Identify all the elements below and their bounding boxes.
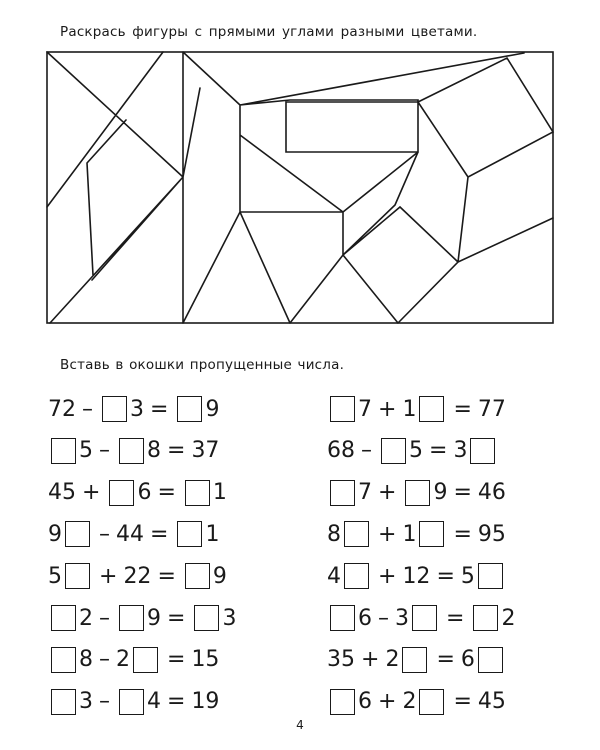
equation-row xyxy=(327,602,515,634)
number: 2 xyxy=(402,689,417,715)
operator: – xyxy=(99,689,110,715)
operator: = xyxy=(167,689,186,715)
answer-box[interactable] xyxy=(51,605,76,631)
answer-box[interactable] xyxy=(470,438,495,464)
operator: + xyxy=(378,480,397,506)
equation-row xyxy=(327,518,506,550)
number: 72 xyxy=(48,396,76,422)
equation-row xyxy=(327,560,506,592)
equation-row xyxy=(327,393,506,425)
operator: = xyxy=(167,438,186,464)
operator: = xyxy=(446,605,465,631)
number: 2 xyxy=(116,647,130,673)
operator: = xyxy=(453,480,472,506)
operator: + xyxy=(361,647,380,673)
equation-row xyxy=(327,686,506,718)
number: 3 xyxy=(395,605,409,631)
number: 68 xyxy=(327,438,355,464)
equation-row xyxy=(48,518,219,550)
answer-box[interactable] xyxy=(344,521,369,547)
operator: = xyxy=(453,396,472,422)
operator: + xyxy=(378,521,397,547)
answer-box[interactable] xyxy=(133,647,158,673)
number: 5 xyxy=(409,438,423,464)
operator: = xyxy=(157,480,176,506)
operator: – xyxy=(99,647,110,673)
number: 2 xyxy=(501,605,516,631)
answer-box[interactable] xyxy=(51,438,76,464)
operator: + xyxy=(82,480,101,506)
answer-box[interactable] xyxy=(344,563,369,589)
number: 9 xyxy=(147,605,161,631)
number: 7 xyxy=(358,396,372,422)
answer-box[interactable] xyxy=(381,438,406,464)
number: 45 xyxy=(48,480,76,506)
answer-box[interactable] xyxy=(330,605,355,631)
number: 5 xyxy=(79,438,93,464)
number: 77 xyxy=(477,396,506,422)
answer-box[interactable] xyxy=(185,480,210,506)
operator: + xyxy=(378,563,397,589)
operator: = xyxy=(157,563,176,589)
answer-box[interactable] xyxy=(119,689,144,715)
equation-row xyxy=(48,477,227,509)
equation-row xyxy=(327,477,506,509)
answer-box[interactable] xyxy=(102,396,127,422)
number: 45 xyxy=(477,689,506,715)
operator: + xyxy=(378,689,397,715)
number: 8 xyxy=(327,521,341,547)
answer-box[interactable] xyxy=(330,480,355,506)
answer-box[interactable] xyxy=(402,647,427,673)
answer-box[interactable] xyxy=(419,689,444,715)
equation-row xyxy=(48,435,219,467)
answer-box[interactable] xyxy=(177,396,202,422)
number: 15 xyxy=(191,647,220,673)
number: 35 xyxy=(327,647,355,673)
number: 5 xyxy=(48,563,62,589)
number: 6 xyxy=(358,605,372,631)
answer-box[interactable] xyxy=(51,647,76,673)
number: 12 xyxy=(402,563,431,589)
operator: – xyxy=(99,605,110,631)
operator: = xyxy=(429,438,448,464)
equation-row xyxy=(327,644,506,676)
equation-row xyxy=(48,686,219,718)
number: 9 xyxy=(433,480,448,506)
number: 5 xyxy=(460,563,475,589)
operator: = xyxy=(150,396,169,422)
puzzle-shape-lines xyxy=(47,52,553,323)
operator: = xyxy=(436,647,455,673)
number: 9 xyxy=(205,396,220,422)
answer-box[interactable] xyxy=(478,563,503,589)
number: 3 xyxy=(130,396,144,422)
number: 2 xyxy=(79,605,93,631)
number: 95 xyxy=(477,521,506,547)
number: 1 xyxy=(402,521,417,547)
number: 2 xyxy=(385,647,400,673)
number: 19 xyxy=(191,689,220,715)
answer-box[interactable] xyxy=(185,563,210,589)
number: 4 xyxy=(327,563,341,589)
answer-box[interactable] xyxy=(51,689,76,715)
answer-box[interactable] xyxy=(177,521,202,547)
number: 9 xyxy=(212,563,227,589)
puzzle-frame xyxy=(47,52,553,323)
number: 1 xyxy=(402,396,417,422)
answer-box[interactable] xyxy=(330,689,355,715)
number: 37 xyxy=(191,438,220,464)
answer-box[interactable] xyxy=(119,605,144,631)
equation-row xyxy=(48,644,219,676)
operator: – xyxy=(99,521,110,547)
operator: = xyxy=(453,521,472,547)
equation-row xyxy=(327,435,498,467)
number: 8 xyxy=(147,438,161,464)
equation-row xyxy=(48,602,236,634)
number: 1 xyxy=(212,480,227,506)
operator: = xyxy=(150,521,169,547)
answer-box[interactable] xyxy=(412,605,437,631)
operator: = xyxy=(453,689,472,715)
equation-row xyxy=(48,560,227,592)
number: 4 xyxy=(147,689,161,715)
answer-box[interactable] xyxy=(65,521,90,547)
number: 6 xyxy=(358,689,372,715)
operator: = xyxy=(436,563,455,589)
operator: – xyxy=(378,605,389,631)
number: 3 xyxy=(453,438,468,464)
number: 6 xyxy=(460,647,475,673)
operator: – xyxy=(361,438,372,464)
answer-box[interactable] xyxy=(194,605,219,631)
number: 7 xyxy=(358,480,372,506)
number: 3 xyxy=(222,605,237,631)
number: 1 xyxy=(205,521,220,547)
number: 22 xyxy=(123,563,152,589)
operator: = xyxy=(167,647,186,673)
number: 8 xyxy=(79,647,93,673)
answer-box[interactable] xyxy=(478,647,503,673)
operator: = xyxy=(167,605,186,631)
operator: + xyxy=(99,563,118,589)
answer-box[interactable] xyxy=(473,605,498,631)
operator: – xyxy=(82,396,93,422)
equation-row xyxy=(48,393,219,425)
operator: + xyxy=(378,396,397,422)
answer-box[interactable] xyxy=(419,521,444,547)
number: 3 xyxy=(79,689,93,715)
task2-instruction: Вставь в окошки пропущенные числа. xyxy=(60,357,345,373)
operator: – xyxy=(99,438,110,464)
number: 6 xyxy=(137,480,152,506)
number: 9 xyxy=(48,521,62,547)
answer-box[interactable] xyxy=(65,563,90,589)
answer-box[interactable] xyxy=(119,438,144,464)
page-number: 4 xyxy=(296,718,304,732)
task1-instruction: Раскрась фигуры с прямыми углами разными цветами. xyxy=(60,24,478,40)
number: 46 xyxy=(477,480,506,506)
answer-box[interactable] xyxy=(109,480,134,506)
number: 44 xyxy=(116,521,144,547)
answer-box[interactable] xyxy=(330,396,355,422)
shapes-puzzle xyxy=(0,0,600,340)
answer-box[interactable] xyxy=(405,480,430,506)
answer-box[interactable] xyxy=(419,396,444,422)
